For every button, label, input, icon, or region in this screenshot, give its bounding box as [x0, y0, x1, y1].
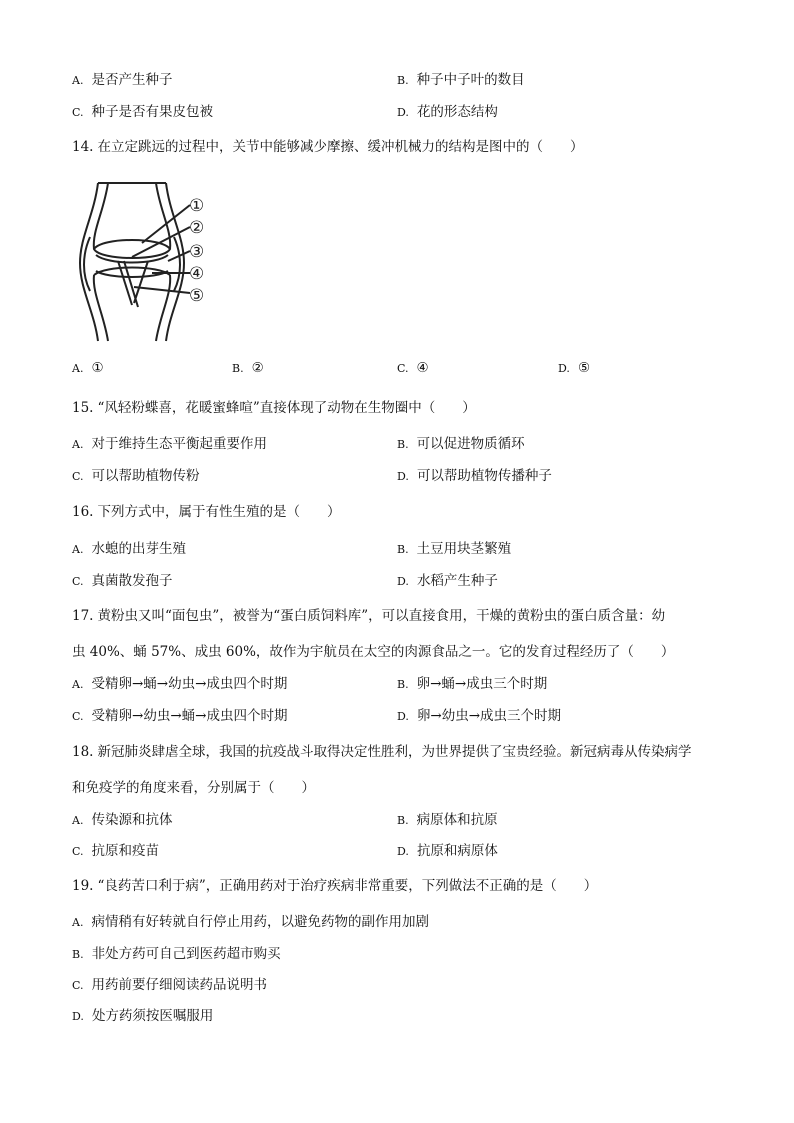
option-letter: B. — [397, 74, 409, 87]
option-text: 病情稍有好转就自行停止用药，以避免药物的副作用加剧 — [91, 914, 429, 930]
option-letter: B. — [397, 678, 409, 691]
option-letter: A. — [72, 814, 84, 827]
q15-option-d — [397, 464, 552, 484]
option-text: 是否产生种子 — [91, 72, 173, 88]
q16-stem — [72, 500, 340, 520]
question-number: 15. — [72, 400, 94, 416]
option-letter: C. — [397, 362, 409, 375]
option-letter: A. — [72, 438, 84, 451]
option-letter: D. — [397, 106, 409, 119]
option-letter: D. — [397, 710, 409, 723]
q18-option-row-2 — [72, 839, 732, 859]
q19-option-a — [72, 910, 429, 930]
option-text: 卵→幼虫→成虫三个时期 — [416, 708, 562, 724]
q14-option-a — [72, 360, 104, 376]
q14-option-row — [72, 360, 732, 380]
option-letter: C. — [72, 470, 84, 483]
option-text: 土豆用块茎繁殖 — [416, 541, 512, 557]
option-text: 可以帮助植物传播种子 — [416, 468, 552, 484]
option-text: ① — [91, 360, 104, 376]
option-letter: D. — [397, 575, 409, 588]
option-letter: C. — [72, 710, 84, 723]
q18-stem-line-1 — [72, 740, 691, 760]
question-text: 黄粉虫又叫“面包虫”，被誉为“蛋白质饲料库”，可以直接食用，干燥的黄粉虫的蛋白质含量：幼 — [97, 608, 666, 624]
option-text: 用药前要仔细阅读药品说明书 — [91, 977, 268, 993]
q17-stem-line-2 — [72, 640, 674, 660]
q19-stem — [72, 874, 597, 894]
option-text: 可以帮助植物传粉 — [91, 468, 200, 484]
question-text: 和免疫学的角度来看，分别属于（ ） — [72, 780, 315, 796]
q15-option-row-2 — [72, 464, 732, 484]
q15-stem — [72, 396, 476, 416]
option-letter: B. — [397, 438, 409, 451]
option-letter: D. — [558, 362, 570, 375]
figure-label-2: ② — [189, 218, 205, 238]
option-letter: D. — [72, 1010, 84, 1023]
q13-option-b — [397, 68, 525, 88]
option-text: 花的形态结构 — [416, 104, 498, 120]
q14-stem — [72, 135, 583, 155]
figure-label-1: ① — [189, 196, 205, 216]
option-letter: C. — [72, 106, 84, 119]
q16-option-b — [397, 537, 511, 557]
option-letter: C. — [72, 575, 84, 588]
q16-option-c — [72, 569, 173, 589]
q17-option-a — [72, 672, 287, 692]
joint-diagram-svg — [72, 175, 252, 345]
option-text: 病原体和抗原 — [416, 812, 498, 828]
option-letter: B. — [397, 543, 409, 556]
question-number: 14. — [72, 139, 94, 155]
option-letter: A. — [72, 74, 84, 87]
option-letter: A. — [72, 678, 84, 691]
question-text: 在立定跳远的过程中，关节中能够减少摩擦、缓冲机械力的结构是图中的（ ） — [97, 139, 584, 155]
joint-diagram — [72, 175, 252, 345]
q14-option-b — [232, 360, 264, 376]
q13-option-c — [72, 100, 213, 120]
q19-option-c — [72, 973, 267, 993]
q13-option-row-1 — [72, 68, 732, 88]
q16-option-row-2 — [72, 569, 732, 589]
q17-option-b — [397, 672, 547, 692]
leader-line — [142, 205, 190, 243]
question-number: 19. — [72, 878, 94, 894]
q16-option-a — [72, 537, 186, 557]
joint-capsule — [84, 237, 90, 291]
q15-option-a — [72, 432, 267, 452]
option-text: 种子中子叶的数目 — [416, 72, 525, 88]
option-letter: A. — [72, 362, 84, 375]
option-text: ② — [251, 360, 264, 376]
q15-option-b — [397, 432, 525, 452]
question-text: 虫 40%、蛹 57%、成虫 60%，故作为宇航员在太空的肉源食品之一。它的发育过程经历了（ ） — [72, 644, 675, 660]
q19-option-d — [72, 1004, 213, 1024]
q17-option-d — [397, 704, 561, 724]
q17-stem-line-1 — [72, 604, 665, 624]
option-letter: A. — [72, 916, 84, 929]
q18-option-d — [397, 839, 498, 859]
figure-label-4: ④ — [189, 264, 205, 284]
option-text: 水螅的出芽生殖 — [91, 541, 186, 557]
option-text: 对于维持生态平衡起重要作用 — [91, 436, 267, 452]
question-text: 下列方式中，属于有性生殖的是（ ） — [97, 504, 341, 520]
question-text: 新冠肺炎肆虐全球，我国的抗疫战斗取得决定性胜利，为世界提供了宝贵经验。新冠病毒从传染病学 — [97, 744, 692, 760]
joint-capsule — [174, 237, 180, 291]
question-number: 18. — [72, 744, 94, 760]
option-text: 水稻产生种子 — [416, 573, 498, 589]
q13-option-d — [397, 100, 498, 120]
question-text: “良药苦口利于病”，正确用药对于治疗疾病非常重要，下列做法不正确的是（ ） — [97, 878, 598, 894]
question-number: 16. — [72, 504, 94, 520]
q18-option-b — [397, 808, 498, 828]
q13-option-a — [72, 68, 172, 88]
q19-option-b — [72, 942, 281, 962]
q18-option-a — [72, 808, 172, 828]
q18-option-row-1 — [72, 808, 732, 828]
option-text: 抗原和病原体 — [416, 843, 498, 859]
leader-line — [134, 287, 190, 293]
q14-option-c — [397, 360, 429, 376]
q18-stem-line-2 — [72, 776, 315, 796]
q16-option-d — [397, 569, 498, 589]
q17-option-c — [72, 704, 287, 724]
option-text: 受精卵→幼虫→蛹→成虫四个时期 — [91, 708, 288, 724]
option-text: 抗原和疫苗 — [91, 843, 160, 859]
q17-option-row-1 — [72, 672, 732, 692]
q15-option-c — [72, 464, 200, 484]
option-letter: B. — [72, 948, 84, 961]
q15-option-row-1 — [72, 432, 732, 452]
option-text: 真菌散发孢子 — [91, 573, 173, 589]
option-text: 受精卵→蛹→幼虫→成虫四个时期 — [91, 676, 288, 692]
figure-label-3: ③ — [189, 242, 205, 262]
joint-outline — [80, 183, 98, 341]
q18-option-c — [72, 839, 159, 859]
q13-option-row-2 — [72, 100, 732, 120]
option-letter: B. — [397, 814, 409, 827]
option-text: 处方药须按医嘱服用 — [91, 1008, 214, 1024]
option-text: ⑤ — [577, 360, 591, 376]
option-letter: A. — [72, 543, 84, 556]
option-letter: B. — [232, 362, 244, 375]
option-text: 种子是否有果皮包被 — [91, 104, 214, 120]
option-letter: C. — [72, 979, 84, 992]
option-letter: D. — [397, 470, 409, 483]
option-letter: C. — [72, 845, 84, 858]
q17-option-row-2 — [72, 704, 732, 724]
option-text: 传染源和抗体 — [91, 812, 173, 828]
option-text: ④ — [416, 360, 429, 376]
question-number: 17. — [72, 608, 94, 624]
option-letter: D. — [397, 845, 409, 858]
figure-label-5: ⑤ — [189, 286, 205, 306]
option-text: 可以促进物质循环 — [416, 436, 525, 452]
option-text: 非处方药可自己到医药超市购买 — [91, 946, 281, 962]
q14-option-d — [558, 360, 590, 376]
joint-outline — [166, 183, 184, 341]
question-text: “风轻粉蝶喜，花暖蜜蜂喧”直接体现了动物在生物圈中（ ） — [97, 400, 476, 416]
option-text: 卵→蛹→成虫三个时期 — [416, 676, 548, 692]
q16-option-row-1 — [72, 537, 732, 557]
